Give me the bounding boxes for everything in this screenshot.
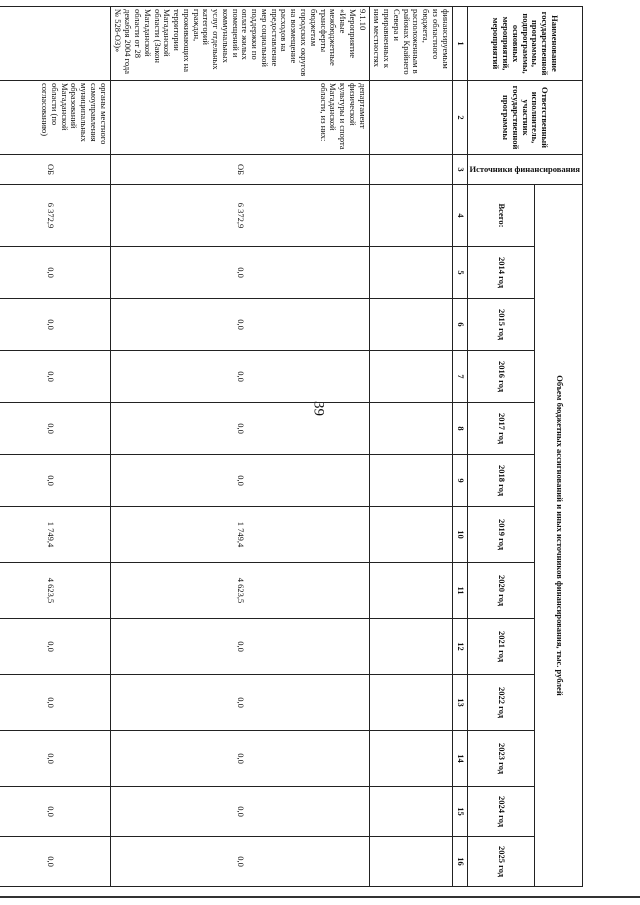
column-number: 4 <box>452 185 467 247</box>
cell-value: 0,0 <box>110 731 369 787</box>
header-year: Всего: <box>467 185 535 247</box>
cell-value: 1 749,4 <box>110 507 369 563</box>
cell-value: 0,0 <box>110 299 369 351</box>
cell-value: 0,0 <box>0 619 110 675</box>
header-source: Источники финансирования <box>467 155 582 185</box>
cell-value: 0,0 <box>110 675 369 731</box>
header-budget-group: Объем бюджетных ассигнований и иных источников финансирования, тыс. рублей <box>535 185 583 887</box>
cell-value <box>369 455 452 507</box>
cell-value: 0,0 <box>110 403 369 455</box>
header-year: 2017 год <box>467 403 535 455</box>
header-year: 2014 год <box>467 247 535 299</box>
cell-value <box>369 507 452 563</box>
cell-executor: департамент физической культуры и спорта Магаданской области, из них: <box>110 81 369 155</box>
column-number: 3 <box>452 155 467 185</box>
column-number: 15 <box>452 787 467 837</box>
cell-value: 0,0 <box>110 787 369 837</box>
cell-value <box>369 247 452 299</box>
column-number: 16 <box>452 837 467 887</box>
cell-value <box>369 563 452 619</box>
cell-value: 4 623,5 <box>0 563 110 619</box>
column-number: 14 <box>452 731 467 787</box>
table-row <box>0 7 110 887</box>
cell-value: 0,0 <box>0 299 110 351</box>
cell-value: 0,0 <box>110 351 369 403</box>
cell-value <box>369 185 452 247</box>
cell-value: 0,0 <box>0 351 110 403</box>
cell-value: 0,0 <box>0 403 110 455</box>
header-year: 2020 год <box>467 563 535 619</box>
cell-value <box>369 299 452 351</box>
table-row <box>110 7 369 887</box>
cell-value <box>369 837 452 887</box>
cell-value: 0,0 <box>0 247 110 299</box>
column-number: 5 <box>452 247 467 299</box>
rotated-table-container <box>40 6 583 886</box>
cell-value <box>369 403 452 455</box>
page-number: 39 <box>310 401 327 416</box>
cell-name <box>0 7 110 81</box>
header-year: 2016 год <box>467 351 535 403</box>
cell-value: 0,0 <box>0 675 110 731</box>
header-year: 2023 год <box>467 731 535 787</box>
bottom-rule <box>0 896 640 898</box>
cell-value: 6 372,9 <box>110 185 369 247</box>
cell-value: 0,0 <box>110 455 369 507</box>
cell-value: 4 623,5 <box>110 563 369 619</box>
cell-value: 0,0 <box>110 247 369 299</box>
header-executor: Ответственный исполнитель, участник государственной программы <box>467 81 582 155</box>
column-number: 9 <box>452 455 467 507</box>
cell-source: ОБ <box>0 155 110 185</box>
column-number: 12 <box>452 619 467 675</box>
column-number: 1 <box>452 7 467 81</box>
table-row <box>369 7 452 887</box>
header-name: Наименование государственной программы, подпрограммы, основных мероприятий, мероприятий <box>467 7 582 81</box>
cell-value: 0,0 <box>110 619 369 675</box>
column-number: 11 <box>452 563 467 619</box>
cell-executor: органы местного самоуправления муниципальных образований Магаданской области (по согласованию) <box>0 81 110 155</box>
cell-value: 0,0 <box>110 837 369 887</box>
cell-value: 6 372,9 <box>0 185 110 247</box>
cell-value: 0,0 <box>0 837 110 887</box>
cell-source <box>369 155 452 185</box>
header-year: 2022 год <box>467 675 535 731</box>
budget-table <box>0 6 583 887</box>
cell-value <box>369 675 452 731</box>
cell-name: финансируемым из областного бюджета, расположенным в районах Крайнего Севера и приравненных к ним местностях <box>369 7 452 81</box>
header-year: 2025 год <box>467 837 535 887</box>
cell-value: 0,0 <box>0 787 110 837</box>
header-year: 2019 год <box>467 507 535 563</box>
column-number: 8 <box>452 403 467 455</box>
column-number: 10 <box>452 507 467 563</box>
cell-value <box>369 787 452 837</box>
column-number: 2 <box>452 81 467 155</box>
header-year: 2018 год <box>467 455 535 507</box>
header-year: 2021 год <box>467 619 535 675</box>
cell-value: 0,0 <box>0 731 110 787</box>
cell-name: 9.1.10 Мероприятие «Иные межбюджетные трансферты бюджетам городских округов на возмещение расходов на предоставление мер социальной поддержки по оплате жилых помещений и коммунальных услуг отдельных категорий граждан, проживающих на территории Магаданской области (Закон Магаданской области от 28 декабря 2004 года № 528-ОЗ)» <box>110 7 369 81</box>
column-number: 7 <box>452 351 467 403</box>
cell-value: 1 749,4 <box>0 507 110 563</box>
cell-source: ОБ <box>110 155 369 185</box>
column-number: 6 <box>452 299 467 351</box>
cell-executor <box>369 81 452 155</box>
cell-value <box>369 731 452 787</box>
header-year: 2024 год <box>467 787 535 837</box>
header-year: 2015 год <box>467 299 535 351</box>
cell-value <box>369 351 452 403</box>
cell-value: 0,0 <box>0 455 110 507</box>
cell-value <box>369 619 452 675</box>
column-number: 13 <box>452 675 467 731</box>
